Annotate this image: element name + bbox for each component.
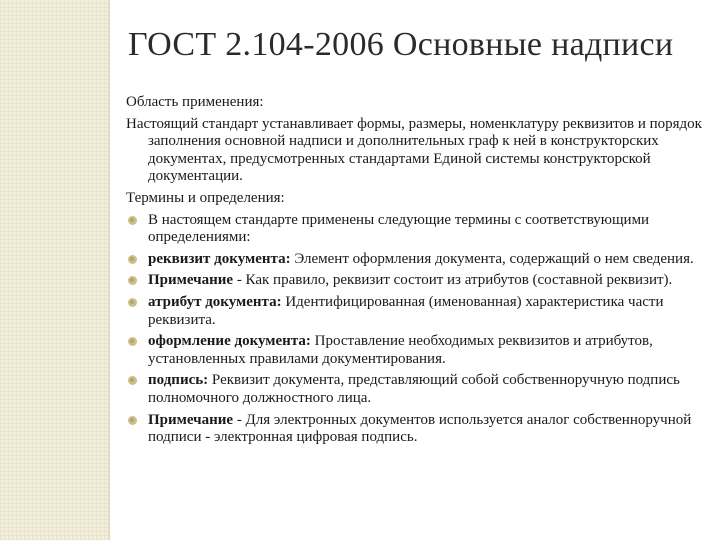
- list-item: [126, 333, 706, 368]
- term-definition: Элемент оформления документа, содержащий о нем сведения.: [290, 250, 694, 267]
- decorative-divider: [108, 0, 110, 540]
- scope-heading: Область применения:: [126, 94, 264, 110]
- list-item: [126, 372, 706, 407]
- term-label: подпись:: [148, 372, 209, 389]
- term-label: оформление документа:: [148, 333, 311, 350]
- terms-heading: Термины и определения:: [126, 189, 285, 206]
- term-label: Примечание: [148, 272, 234, 289]
- term-definition: Реквизит документа, представляющий собой собственноручную подпись полномочного должностного лица.: [148, 372, 680, 406]
- bullet-icon: [128, 216, 137, 225]
- term-definition: - Как правило, реквизит состоит из атрибутов (составной реквизит).: [233, 272, 673, 289]
- term-label: атрибут документа:: [148, 293, 282, 310]
- decorative-side-panel: [0, 0, 108, 540]
- term-label: Примечание: [148, 411, 234, 428]
- list-item: [126, 212, 706, 247]
- term-label: реквизит документа:: [148, 250, 291, 267]
- terms-list: [126, 212, 706, 447]
- list-item: [126, 272, 706, 290]
- slide-body: [126, 94, 706, 451]
- bullet-icon: [128, 337, 137, 346]
- term-definition: Проставление необходимых реквизитов и атрибутов, установленных правилами документирования.: [148, 333, 653, 367]
- term-definition: Идентифицированная (именованная) характеристика части реквизита.: [148, 293, 664, 328]
- term-definition: - Для электронных документов используется аналог собственноручной подписи - электронная цифровая подпись.: [148, 411, 692, 446]
- bullet-icon: [128, 416, 137, 425]
- list-item: [126, 412, 706, 447]
- term-definition: В настоящем стандарте применены следующие термины с соответствующими определениями:: [148, 211, 650, 246]
- bullet-icon: [128, 276, 137, 285]
- scope-text: Настоящий стандарт устанавливает формы, размеры, номенклатуру реквизитов и порядок заполнения основной надписи и дополнительных граф к ней в конструкторских документах, предусмотренных стандартами Единой системы конструкторской документации.: [126, 115, 702, 185]
- bullet-icon: [128, 376, 137, 385]
- bullet-icon: [128, 298, 137, 307]
- bullet-icon: [128, 255, 137, 264]
- slide-title: ГОСТ 2.104-2006 Основные надписи: [128, 26, 674, 63]
- list-item: [126, 251, 706, 269]
- list-item: [126, 294, 706, 329]
